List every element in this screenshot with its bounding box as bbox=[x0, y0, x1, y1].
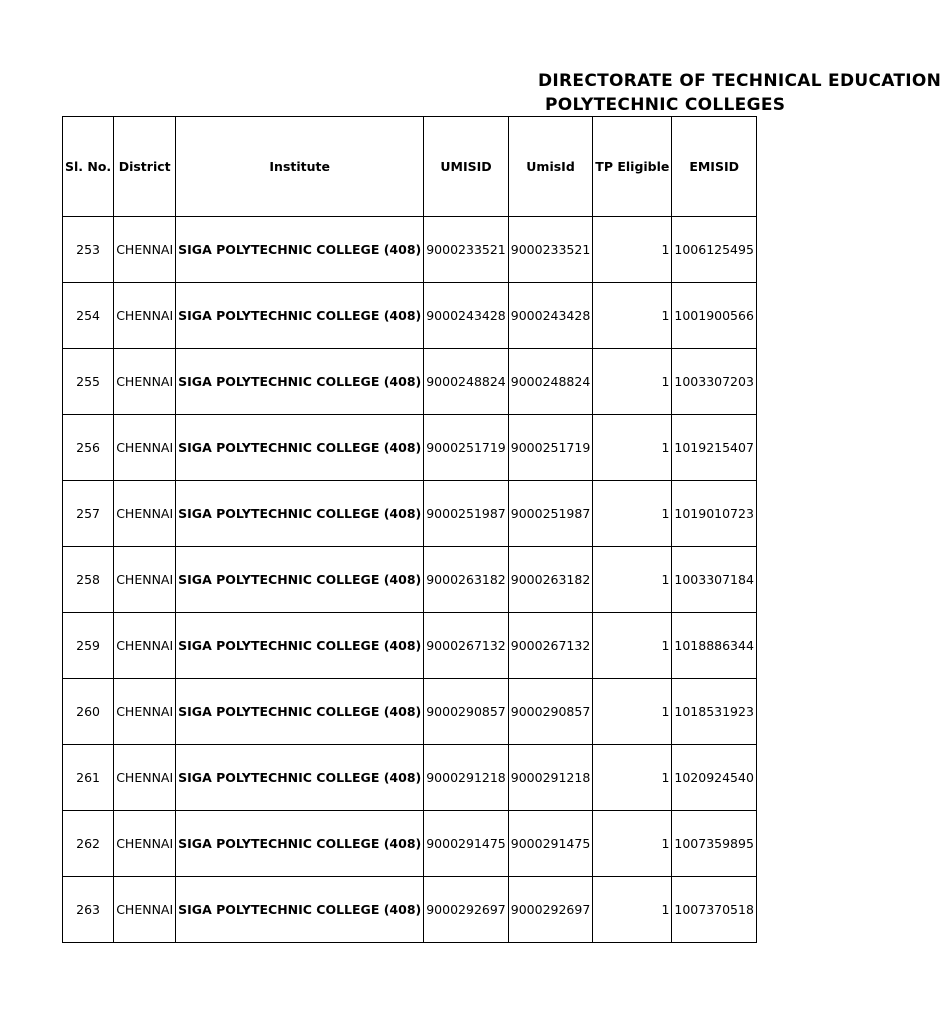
table-row bbox=[63, 745, 757, 811]
cell-emisid: 1018886344 bbox=[672, 613, 757, 679]
table-header-row bbox=[63, 117, 757, 217]
cell-sl-no: 261 bbox=[63, 745, 114, 811]
cell-tp-eligible: 1 bbox=[593, 481, 672, 547]
cell-umisid-2: 9000251987 bbox=[508, 481, 593, 547]
cell-tp-eligible: 1 bbox=[593, 349, 672, 415]
column-header-district: District bbox=[114, 117, 176, 217]
cell-sl-no: 257 bbox=[63, 481, 114, 547]
column-header-emisid: EMISID bbox=[672, 117, 757, 217]
table-row bbox=[63, 679, 757, 745]
cell-umisid-2: 9000248824 bbox=[508, 349, 593, 415]
cell-emisid: 1006125495 bbox=[672, 217, 757, 283]
cell-district: CHENNAI bbox=[114, 811, 176, 877]
cell-emisid: 1019010723 bbox=[672, 481, 757, 547]
table-row bbox=[63, 415, 757, 481]
cell-sl-no: 255 bbox=[63, 349, 114, 415]
cell-umisid-2: 9000291218 bbox=[508, 745, 593, 811]
cell-institute: SIGA POLYTECHNIC COLLEGE (408) bbox=[176, 745, 424, 811]
cell-district: CHENNAI bbox=[114, 613, 176, 679]
cell-emisid: 1020924540 bbox=[672, 745, 757, 811]
cell-institute: SIGA POLYTECHNIC COLLEGE (408) bbox=[176, 349, 424, 415]
cell-umisid-2: 9000267132 bbox=[508, 613, 593, 679]
table-row bbox=[63, 877, 757, 943]
cell-sl-no: 260 bbox=[63, 679, 114, 745]
cell-district: CHENNAI bbox=[114, 349, 176, 415]
cell-umisid: 9000233521 bbox=[424, 217, 509, 283]
cell-district: CHENNAI bbox=[114, 415, 176, 481]
cell-umisid: 9000291475 bbox=[424, 811, 509, 877]
cell-tp-eligible: 1 bbox=[593, 415, 672, 481]
cell-umisid: 9000248824 bbox=[424, 349, 509, 415]
cell-institute: SIGA POLYTECHNIC COLLEGE (408) bbox=[176, 811, 424, 877]
cell-umisid-2: 9000251719 bbox=[508, 415, 593, 481]
cell-institute: SIGA POLYTECHNIC COLLEGE (408) bbox=[176, 679, 424, 745]
cell-umisid-2: 9000292697 bbox=[508, 877, 593, 943]
cell-umisid: 9000291218 bbox=[424, 745, 509, 811]
cell-umisid: 9000263182 bbox=[424, 547, 509, 613]
cell-sl-no: 254 bbox=[63, 283, 114, 349]
cell-district: CHENNAI bbox=[114, 877, 176, 943]
cell-institute: SIGA POLYTECHNIC COLLEGE (408) bbox=[176, 547, 424, 613]
cell-umisid: 9000251719 bbox=[424, 415, 509, 481]
cell-tp-eligible: 1 bbox=[593, 547, 672, 613]
column-header-sl-no: Sl. No. bbox=[63, 117, 114, 217]
cell-district: CHENNAI bbox=[114, 745, 176, 811]
cell-tp-eligible: 1 bbox=[593, 811, 672, 877]
table-row bbox=[63, 217, 757, 283]
cell-tp-eligible: 1 bbox=[593, 613, 672, 679]
cell-institute: SIGA POLYTECHNIC COLLEGE (408) bbox=[176, 283, 424, 349]
table-row bbox=[63, 547, 757, 613]
column-header-umisid-2: UmisId bbox=[508, 117, 593, 217]
table-row bbox=[63, 481, 757, 547]
column-header-tp-eligible: TP Eligible bbox=[593, 117, 672, 217]
cell-tp-eligible: 1 bbox=[593, 745, 672, 811]
page-subtitle: POLYTECHNIC COLLEGES bbox=[545, 95, 786, 115]
cell-institute: SIGA POLYTECHNIC COLLEGE (408) bbox=[176, 415, 424, 481]
cell-district: CHENNAI bbox=[114, 481, 176, 547]
cell-sl-no: 263 bbox=[63, 877, 114, 943]
column-header-institute: Institute bbox=[176, 117, 424, 217]
cell-umisid-2: 9000291475 bbox=[508, 811, 593, 877]
cell-umisid: 9000251987 bbox=[424, 481, 509, 547]
cell-umisid-2: 9000290857 bbox=[508, 679, 593, 745]
cell-emisid: 1001900566 bbox=[672, 283, 757, 349]
cell-emisid: 1007370518 bbox=[672, 877, 757, 943]
cell-institute: SIGA POLYTECHNIC COLLEGE (408) bbox=[176, 217, 424, 283]
cell-sl-no: 258 bbox=[63, 547, 114, 613]
cell-emisid: 1019215407 bbox=[672, 415, 757, 481]
cell-umisid-2: 9000263182 bbox=[508, 547, 593, 613]
cell-sl-no: 256 bbox=[63, 415, 114, 481]
cell-umisid: 9000267132 bbox=[424, 613, 509, 679]
table-row bbox=[63, 811, 757, 877]
cell-tp-eligible: 1 bbox=[593, 283, 672, 349]
cell-sl-no: 253 bbox=[63, 217, 114, 283]
page-title: DIRECTORATE OF TECHNICAL EDUCATION bbox=[538, 71, 941, 91]
cell-district: CHENNAI bbox=[114, 217, 176, 283]
cell-emisid: 1018531923 bbox=[672, 679, 757, 745]
cell-district: CHENNAI bbox=[114, 547, 176, 613]
student-table bbox=[62, 116, 757, 943]
cell-tp-eligible: 1 bbox=[593, 877, 672, 943]
cell-district: CHENNAI bbox=[114, 679, 176, 745]
column-header-umisid: UMISID bbox=[424, 117, 509, 217]
cell-emisid: 1003307184 bbox=[672, 547, 757, 613]
table-row bbox=[63, 349, 757, 415]
cell-umisid-2: 9000243428 bbox=[508, 283, 593, 349]
cell-emisid: 1007359895 bbox=[672, 811, 757, 877]
cell-umisid-2: 9000233521 bbox=[508, 217, 593, 283]
cell-umisid: 9000243428 bbox=[424, 283, 509, 349]
cell-tp-eligible: 1 bbox=[593, 217, 672, 283]
cell-umisid: 9000292697 bbox=[424, 877, 509, 943]
table-row bbox=[63, 613, 757, 679]
cell-sl-no: 259 bbox=[63, 613, 114, 679]
cell-institute: SIGA POLYTECHNIC COLLEGE (408) bbox=[176, 877, 424, 943]
table-row bbox=[63, 283, 757, 349]
cell-institute: SIGA POLYTECHNIC COLLEGE (408) bbox=[176, 481, 424, 547]
cell-umisid: 9000290857 bbox=[424, 679, 509, 745]
cell-sl-no: 262 bbox=[63, 811, 114, 877]
cell-institute: SIGA POLYTECHNIC COLLEGE (408) bbox=[176, 613, 424, 679]
cell-district: CHENNAI bbox=[114, 283, 176, 349]
cell-emisid: 1003307203 bbox=[672, 349, 757, 415]
cell-tp-eligible: 1 bbox=[593, 679, 672, 745]
